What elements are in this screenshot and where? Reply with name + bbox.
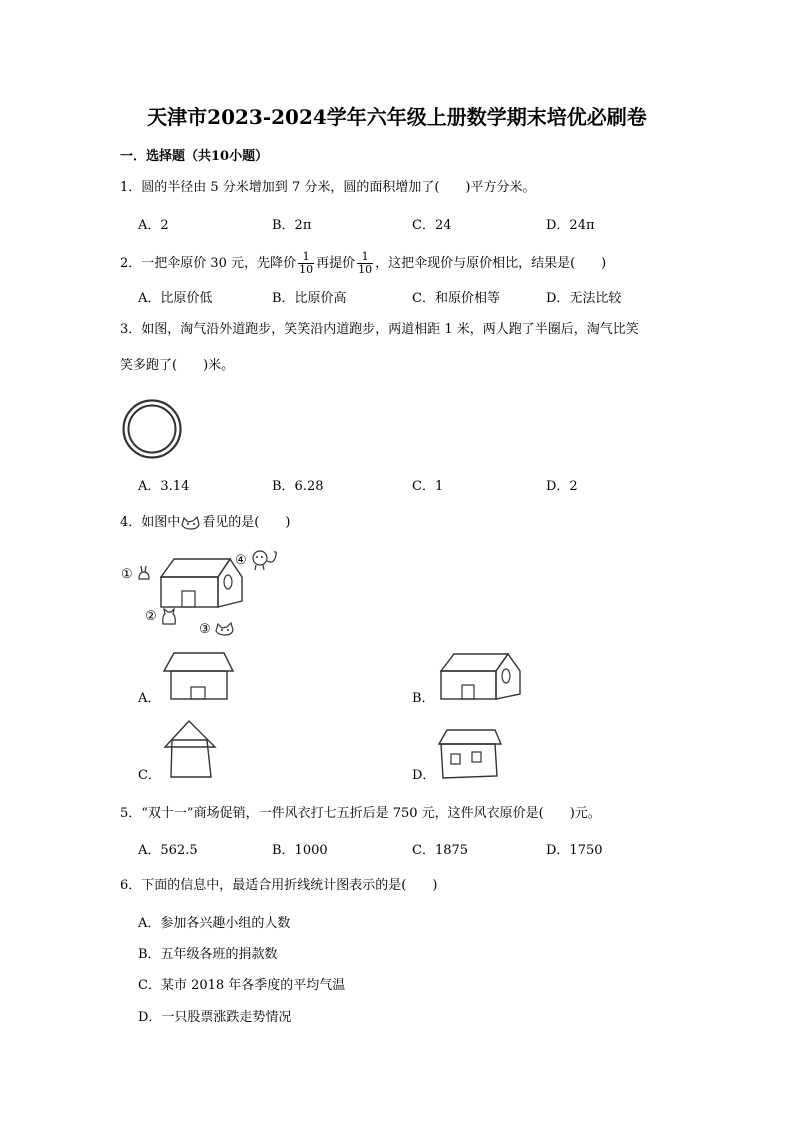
position-marker-3: ③ xyxy=(199,622,211,637)
question-1-text: 1．圆的半径由 5 分米增加到 7 分米，圆的面积增加了( )平方分米。 xyxy=(120,180,536,195)
q6-option-d: D．一只股票涨跌走势情况 xyxy=(138,1010,292,1025)
fraction-numerator: 1 xyxy=(298,251,314,264)
fraction-denominator: 10 xyxy=(358,263,373,276)
q4-option-a: A． xyxy=(138,691,161,706)
inner-track-circle xyxy=(129,406,176,453)
q1-option-b: B．2π xyxy=(272,218,312,233)
running-track-figure xyxy=(120,397,184,461)
q2-text-pre: 2．一把伞原价 30 元，先降价 xyxy=(120,256,297,271)
q1-option-a: A．2 xyxy=(138,218,169,233)
q5-option-c: C．1875 xyxy=(412,843,469,858)
rabbit-icon xyxy=(136,565,152,583)
q4-text-post: 看见的是( ) xyxy=(202,515,291,530)
question-3-line-1: 3．如图，淘气沿外道跑步，笑笑沿内道跑步，两道相距 1 米，两人跑了半圈后，淘气比笑 xyxy=(120,322,639,337)
cat-icon xyxy=(214,621,238,637)
q2-option-d: D．无法比较 xyxy=(546,291,622,306)
option-b-house-perspective xyxy=(438,652,524,700)
cat-icon xyxy=(180,515,202,531)
position-marker-1: ① xyxy=(121,567,133,582)
q5-option-d: D．1750 xyxy=(546,843,603,858)
oval-window-shape xyxy=(224,575,232,589)
option-c-house-side xyxy=(163,719,219,779)
q1-option-c: C．24 xyxy=(412,218,452,233)
q3-option-a: A．3.14 xyxy=(138,479,190,494)
section-heading: 一．选择题（共10小题） xyxy=(120,149,269,164)
q1-option-d: D．24π xyxy=(546,218,595,233)
dog-icon xyxy=(160,606,178,626)
fraction-numerator: 1 xyxy=(357,251,373,264)
q4-option-b: B． xyxy=(412,691,435,706)
fraction-denominator: 10 xyxy=(299,263,314,276)
q3-option-d: D．2 xyxy=(546,479,578,494)
q6-option-c: C．某市 2018 年各季度的平均气温 xyxy=(138,978,346,993)
q3-option-b: B．6.28 xyxy=(272,479,324,494)
option-d-house-back xyxy=(437,728,503,780)
q5-option-b: B．1000 xyxy=(272,843,328,858)
position-marker-4: ④ xyxy=(235,553,247,568)
q5-option-a: A．562.5 xyxy=(138,843,198,858)
position-marker-2: ② xyxy=(145,609,157,624)
outer-track-circle xyxy=(124,401,181,458)
question-2-text xyxy=(120,251,606,276)
house-figure xyxy=(158,557,244,609)
question-6-text: 6．下面的信息中，最适合用折线统计图表示的是( ) xyxy=(120,878,438,893)
q2-option-c: C．和原价相等 xyxy=(412,291,500,306)
q2-text-mid: 再提价 xyxy=(316,256,356,271)
q6-option-a: A．参加各兴趣小组的人数 xyxy=(138,916,291,931)
question-4-text xyxy=(120,513,290,533)
q2-text-post: ，这把伞现价与原价相比，结果是( ) xyxy=(375,256,607,271)
door-shape xyxy=(182,591,195,607)
question-3-line-2: 笑多跑了( )米。 xyxy=(120,358,235,373)
q4-text-pre: 4．如图中 xyxy=(120,515,181,530)
q3-option-c: C．1 xyxy=(412,479,444,494)
q2-option-b: B．比原价高 xyxy=(272,291,347,306)
q4-option-c: C． xyxy=(138,768,161,783)
option-a-house-front-door xyxy=(163,652,235,700)
fraction-one-tenth xyxy=(357,251,373,276)
monkey-icon xyxy=(250,549,280,571)
q4-option-d: D． xyxy=(412,768,436,783)
q6-option-b: B．五年级各班的捐款数 xyxy=(138,947,278,962)
q2-option-a: A．比原价低 xyxy=(138,291,213,306)
question-5-text: 5．“双十一”商场促销，一件风衣打七五折后是 750 元，这件风衣原价是( )元。 xyxy=(120,806,601,821)
fraction-one-tenth xyxy=(298,251,314,276)
page-title: 天津市2023-2024学年六年级上册数学期末培优必刷卷 xyxy=(147,105,647,129)
